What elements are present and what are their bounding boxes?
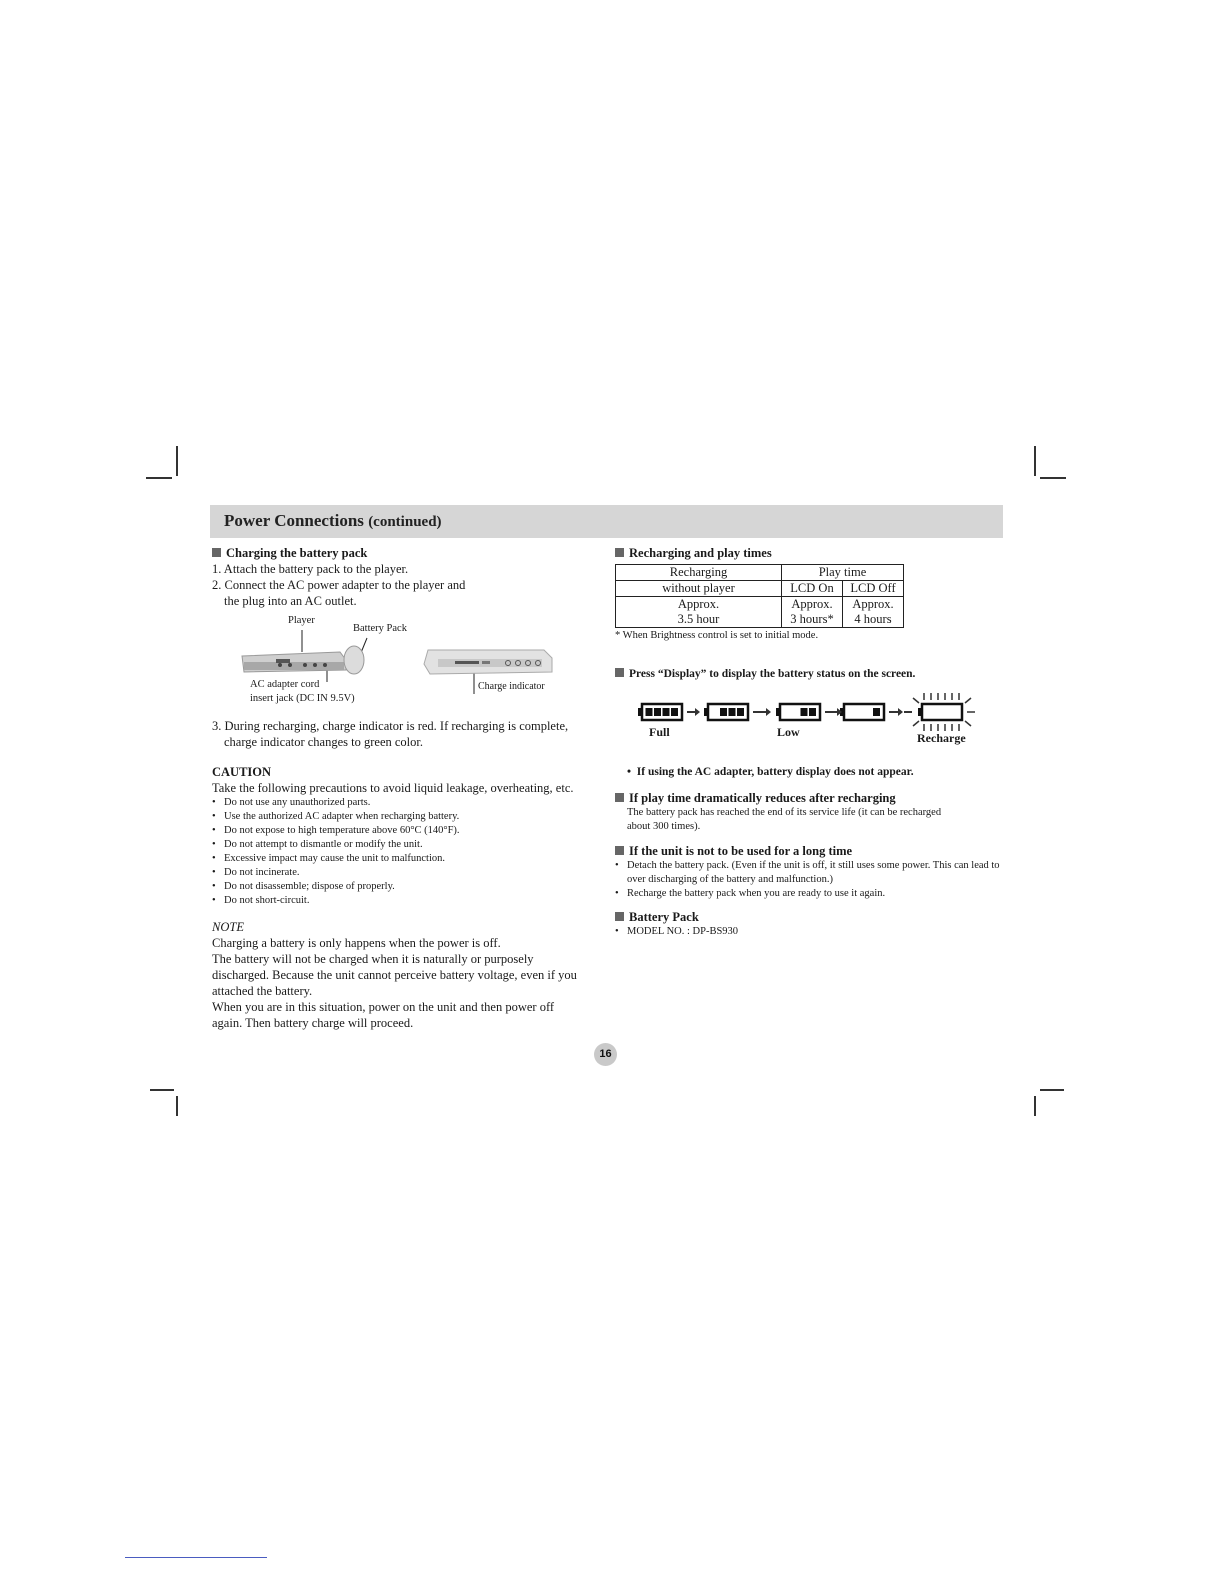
- table-row: [616, 565, 904, 581]
- table-footnote: * When Brightness control is set to initial mode.: [615, 630, 819, 641]
- caution-heading: CAUTION: [212, 765, 272, 779]
- battery-segment: [737, 708, 744, 716]
- bullet-dot: •: [627, 766, 637, 778]
- battery-empty-flashing-icon: [918, 704, 962, 720]
- crop-mark-bottom-right-v: [1034, 1096, 1036, 1116]
- square-bullet-icon: [615, 793, 624, 802]
- battery-half-icon: [776, 704, 820, 720]
- battery-segment: [809, 708, 816, 716]
- table-header-cell: Recharging: [616, 565, 782, 581]
- battery-segment: [873, 708, 880, 716]
- table-row: [616, 597, 904, 628]
- crop-mark-top-right-h: [1040, 477, 1066, 479]
- battery-segment: [654, 708, 661, 716]
- note-line: When you are in this situation, power on the unit and then power off: [212, 1000, 555, 1014]
- title-main: Power Connections: [224, 511, 364, 530]
- step-1: 1. Attach the battery pack to the player.: [212, 562, 409, 576]
- caution-item: • Do not use any unauthorized parts.: [212, 796, 602, 810]
- caution-item: • Excessive impact may cause the unit to malfunction.: [212, 852, 602, 866]
- square-bullet-icon: [615, 912, 624, 921]
- section-header: [210, 505, 1003, 538]
- page-number: 16: [594, 1043, 617, 1066]
- longtime-section: [615, 844, 1000, 901]
- crop-mark-top-left-v: [176, 446, 178, 476]
- battery-segment: [801, 708, 808, 716]
- battery-terminal: [918, 708, 922, 716]
- caution-list: [212, 796, 602, 908]
- crop-mark-top-right-v: [1034, 446, 1036, 476]
- battery-terminal: [638, 708, 642, 716]
- note-body: [212, 935, 607, 1031]
- battery-low-icon: [840, 704, 884, 720]
- caution-section: [212, 765, 602, 908]
- crop-mark-top-left-h: [146, 477, 172, 479]
- caution-item: • Do not disassemble; dispose of properly.: [212, 880, 602, 894]
- battery-pack-model: • MODEL NO. : DP-BS930: [615, 925, 1000, 939]
- square-bullet-icon: [615, 548, 624, 557]
- note-line: discharged. Because the unit cannot perceive battery voltage, even if you: [212, 968, 577, 982]
- reduces-text-line2: about 300 times).: [627, 821, 701, 832]
- reduces-text-line1: The battery pack has reached the end of its service life (it can be recharged: [627, 807, 942, 818]
- charge-indicator-label: Charge indicator: [478, 681, 545, 692]
- battery-three-quarter-icon: [704, 704, 748, 720]
- table-cell: LCD Off: [843, 581, 904, 597]
- table-cell: Approx. 4 hours: [843, 597, 904, 628]
- table-cell: LCD On: [782, 581, 843, 597]
- recharging-heading: Recharging and play times: [615, 546, 1000, 561]
- note-line: attached the battery.: [212, 984, 313, 998]
- charging-heading: Charging the battery pack: [212, 546, 597, 561]
- play-time-table: [615, 564, 904, 628]
- longtime-list: [615, 859, 1000, 901]
- ray-diag: [965, 698, 971, 703]
- caution-item: • Do not attempt to dismantle or modify the unit.: [212, 838, 602, 852]
- battery-pack-label: Battery Pack: [353, 623, 407, 634]
- ray-diag: [913, 698, 919, 703]
- adapter-note: • If using the AC adapter, battery display does not appear.: [627, 766, 914, 778]
- battery-segment: [646, 708, 653, 716]
- reduces-section: [615, 791, 1005, 834]
- step-2-cont: the plug into an AC outlet.: [224, 594, 357, 608]
- battery-body: [922, 704, 962, 720]
- note-line: The battery will not be charged when it is naturally or purposely: [212, 952, 534, 966]
- note-line: Charging a battery is only happens when the power is off.: [212, 936, 501, 950]
- battery-pack-section: [615, 910, 1000, 939]
- arrow-head: [898, 708, 903, 716]
- arrow-head: [766, 708, 771, 716]
- square-bullet-icon: [615, 668, 624, 677]
- reduces-heading: If play time dramatically reduces after recharging: [615, 791, 1005, 806]
- square-bullet-icon: [212, 548, 221, 557]
- square-bullet-icon: [615, 846, 624, 855]
- ray-diag: [965, 721, 971, 726]
- note-section: [212, 920, 607, 1031]
- note-line: again. Then battery charge will proceed.: [212, 1016, 414, 1030]
- longtime-heading: If the unit is not to be used for a long time: [615, 844, 1000, 859]
- table-cell: Approx. 3.5 hour: [616, 597, 782, 628]
- battery-full-icon: [638, 704, 682, 720]
- battery-segment: [663, 708, 670, 716]
- battery-label-recharge: Recharge: [917, 731, 966, 745]
- page-title: [224, 511, 442, 531]
- battery-segment: [729, 708, 736, 716]
- arrow-head: [695, 708, 700, 716]
- right-column: [615, 546, 1000, 643]
- ray-diag: [913, 721, 919, 726]
- caution-intro: Take the following precautions to avoid liquid leakage, overheating, etc.: [212, 781, 574, 795]
- step-3-line1: 3. During recharging, charge indicator is red. If recharging is complete,: [212, 719, 569, 733]
- longtime-item: • Detach the battery pack. (Even if the unit is off, it still uses some power. This can lead to over discharging of the battery and malfunction.): [615, 859, 1000, 887]
- note-heading: NOTE: [212, 920, 244, 934]
- battery-status-diagram: [632, 688, 992, 758]
- table-header-cell: Play time: [782, 565, 904, 581]
- battery-label-low: Low: [777, 725, 800, 739]
- charging-figure: [230, 612, 570, 710]
- jack-label-line1: AC adapter cord: [250, 679, 320, 690]
- caution-item: • Do not incinerate.: [212, 866, 602, 880]
- battery-label-full: Full: [649, 725, 670, 739]
- battery-segment: [720, 708, 727, 716]
- bottom-underline: [125, 1557, 267, 1558]
- step-3-line2: charge indicator changes to green color.: [224, 735, 423, 749]
- jack-label-line2: insert jack (DC IN 9.5V): [250, 693, 355, 704]
- display-heading: Press “Display” to display the battery status on the screen.: [615, 668, 1010, 680]
- charging-steps: [212, 561, 597, 609]
- step-2: 2. Connect the AC power adapter to the player and: [212, 578, 466, 592]
- step-3: [212, 718, 602, 750]
- crop-mark-bottom-left-h: [150, 1089, 174, 1091]
- battery-pack-list: [615, 925, 1000, 939]
- left-column: [212, 546, 597, 609]
- battery-segment: [671, 708, 678, 716]
- caution-item: • Do not short-circuit.: [212, 894, 602, 908]
- longtime-item: • Recharge the battery pack when you are ready to use it again.: [615, 887, 1000, 901]
- table-cell: Approx. 3 hours*: [782, 597, 843, 628]
- crop-mark-bottom-left-v: [176, 1096, 178, 1116]
- caution-item: • Do not expose to high temperature above 60°C (140°F).: [212, 824, 602, 838]
- title-subtitle: (continued): [368, 514, 442, 530]
- player-label: Player: [288, 615, 315, 626]
- caution-item: • Use the authorized AC adapter when recharging battery.: [212, 810, 602, 824]
- battery-terminal: [704, 708, 708, 716]
- crop-mark-bottom-right-h: [1040, 1089, 1064, 1091]
- table-cell: without player: [616, 581, 782, 597]
- table-row: [616, 581, 904, 597]
- battery-terminal: [776, 708, 780, 716]
- display-section: [615, 668, 1010, 680]
- battery-pack-heading: Battery Pack: [615, 910, 1000, 925]
